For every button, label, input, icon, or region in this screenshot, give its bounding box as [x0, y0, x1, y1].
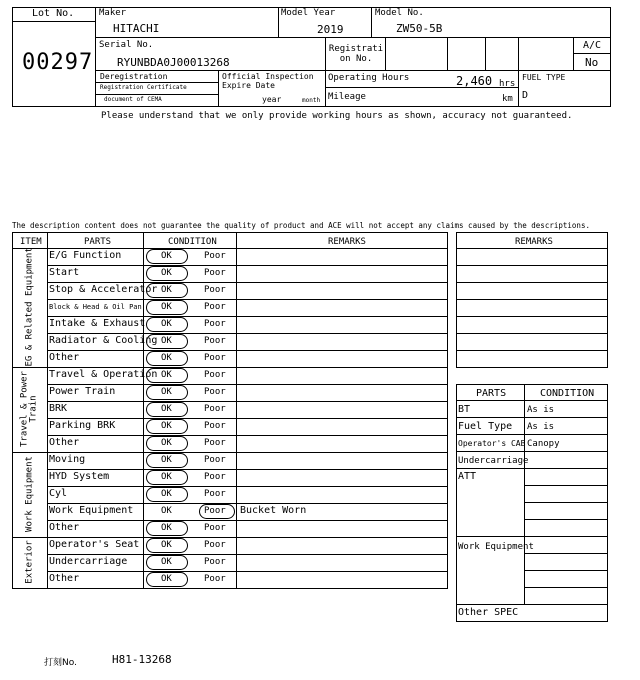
- poor-option: Poor: [204, 336, 226, 346]
- table-rule: [456, 232, 457, 368]
- table-rule: [47, 282, 448, 283]
- part-label: BRK: [49, 403, 68, 414]
- ok-circle-mark: [146, 555, 188, 570]
- part-label: Parking BRK: [49, 420, 116, 431]
- table-rule: [456, 367, 608, 368]
- model-no-value: ZW50-5B: [396, 22, 443, 35]
- table-rule: [456, 400, 608, 401]
- ok-option: OK: [161, 370, 172, 380]
- table-rule: [456, 621, 608, 622]
- side-row-part-2: Operator's CAB: [458, 439, 526, 448]
- table-rule: [456, 536, 608, 537]
- stamp-label: 打刻No.: [44, 658, 77, 668]
- part-label: Moving: [49, 454, 86, 465]
- ok-circle-mark: [146, 249, 188, 264]
- part-label: Radiator & Cooling: [49, 335, 158, 346]
- side-work-equipment-label: Work Equipment: [458, 542, 534, 552]
- hrs-label: hrs: [499, 79, 516, 89]
- side-parts-header: PARTS: [476, 388, 507, 399]
- table-rule: [456, 265, 608, 266]
- table-rule: [456, 299, 608, 300]
- poor-option: Poor: [204, 353, 226, 363]
- table-rule: [47, 486, 448, 487]
- side-other-spec-label: Other SPEC: [458, 607, 519, 618]
- table-rule: [456, 333, 608, 334]
- side-row-condition-1: As is: [527, 422, 555, 432]
- ok-option: OK: [161, 268, 172, 278]
- operating-hours-value: 2,460: [456, 74, 493, 88]
- part-label: Other: [49, 352, 80, 363]
- ok-circle-mark: [146, 470, 188, 485]
- ac-value: No: [585, 56, 599, 69]
- poor-option: Poor: [204, 370, 226, 380]
- part-label: Other: [49, 522, 80, 533]
- registration-certificate-label: Registration Certificate: [100, 84, 187, 91]
- km-label: km: [502, 94, 513, 104]
- group-label: Work Equipment: [24, 455, 35, 532]
- table-rule: [47, 503, 448, 504]
- poor-option: Poor: [204, 319, 226, 329]
- ok-circle-mark: [146, 385, 188, 400]
- poor-option: Poor: [204, 404, 226, 414]
- group-label: Travel & Power Train: [19, 370, 39, 447]
- side-row-part-1: Fuel Type: [458, 421, 513, 432]
- ok-option: OK: [161, 472, 172, 482]
- ac-label: A/C: [583, 40, 602, 51]
- ok-circle-mark: [146, 538, 188, 553]
- part-label: Other: [49, 437, 80, 448]
- poor-option: Poor: [204, 421, 226, 431]
- lot-number: 00297: [22, 50, 94, 75]
- table-rule: [47, 571, 448, 572]
- table-rule: [524, 587, 608, 588]
- poor-option: Poor: [204, 557, 226, 567]
- operating-hours-label: Operating Hours: [328, 73, 410, 83]
- table-rule: [524, 502, 608, 503]
- part-label: Cyl: [49, 488, 68, 499]
- part-label: Undercarriage: [49, 556, 128, 567]
- table-rule: [47, 350, 448, 351]
- poor-option: Poor: [204, 540, 226, 550]
- side-att-label: ATT: [458, 471, 477, 482]
- ok-circle-mark: [146, 436, 188, 451]
- table-rule: [47, 401, 448, 402]
- ok-option: OK: [161, 353, 172, 363]
- table-rule: [12, 248, 448, 249]
- poor-option: Poor: [204, 472, 226, 482]
- table-rule: [456, 451, 608, 452]
- table-rule: [456, 232, 608, 233]
- poor-option: Poor: [204, 268, 226, 278]
- table-rule: [47, 384, 448, 385]
- table-rule: [456, 282, 608, 283]
- table-rule: [12, 452, 448, 453]
- poor-option: Poor: [204, 302, 226, 312]
- ok-circle-mark: [146, 453, 188, 468]
- ok-option: OK: [161, 336, 172, 346]
- table-rule: [456, 316, 608, 317]
- hours-notice: Please understand that we only provide working hours as shown, accuracy not guaranteed.: [101, 111, 573, 121]
- deregistration-label: Deregistration: [100, 72, 168, 81]
- ok-option: OK: [161, 540, 172, 550]
- table-rule: [456, 604, 608, 605]
- stamp-value: H81-13268: [112, 653, 172, 666]
- ok-option: OK: [161, 506, 172, 516]
- ok-option: OK: [161, 438, 172, 448]
- poor-circle-mark: [199, 504, 235, 519]
- ok-circle-mark: [146, 334, 188, 349]
- ok-circle-mark: [146, 572, 188, 587]
- group-label: Exterior: [24, 539, 35, 584]
- table-rule: [47, 265, 448, 266]
- ok-circle-mark: [146, 266, 188, 281]
- ok-option: OK: [161, 404, 172, 414]
- ok-option: OK: [161, 251, 172, 261]
- remarks-header: REMARKS: [328, 237, 366, 247]
- table-rule: [524, 553, 608, 554]
- poor-option: Poor: [204, 251, 226, 261]
- table-rule: [12, 537, 448, 538]
- part-label: Other: [49, 573, 80, 584]
- serial-label: Serial No.: [99, 40, 154, 50]
- mileage-label: Mileage: [328, 92, 366, 102]
- model-no-label: Model No.: [375, 8, 424, 18]
- ok-circle-mark: [146, 368, 188, 383]
- poor-option: Poor: [204, 455, 226, 465]
- table-rule: [524, 485, 608, 486]
- part-label: Intake & Exhaust: [49, 318, 146, 329]
- table-rule: [456, 384, 457, 622]
- ok-circle-mark: [146, 300, 188, 315]
- ok-option: OK: [161, 302, 172, 312]
- side-condition-header: CONDITION: [540, 388, 595, 399]
- parts-header: PARTS: [84, 237, 112, 247]
- fuel-type-value: D: [522, 90, 529, 101]
- ok-circle-mark: [146, 419, 188, 434]
- ok-option: OK: [161, 557, 172, 567]
- ok-circle-mark: [146, 487, 188, 502]
- remarks-right-header: REMARKS: [515, 237, 553, 247]
- poor-option: Poor: [204, 387, 226, 397]
- cema-label: document of CEMA: [104, 96, 162, 103]
- ok-option: OK: [161, 523, 172, 533]
- table-rule: [456, 434, 608, 435]
- table-rule: [12, 232, 448, 233]
- table-rule: [12, 367, 448, 368]
- table-rule: [456, 468, 608, 469]
- table-rule: [47, 435, 448, 436]
- ok-option: OK: [161, 574, 172, 584]
- fuel-type-label: FUEL TYPE: [522, 73, 566, 82]
- lot-label: Lot No.: [32, 8, 75, 19]
- ok-option: OK: [161, 285, 172, 295]
- table-rule: [607, 232, 608, 368]
- part-label: Power Train: [49, 386, 116, 397]
- table-rule: [47, 299, 448, 300]
- poor-option: Poor: [204, 438, 226, 448]
- ok-option: OK: [161, 455, 172, 465]
- poor-option: Poor: [204, 506, 226, 516]
- serial-value: RYUNBDA0J00013268: [117, 56, 230, 69]
- part-label: Start: [49, 267, 80, 278]
- group-label: EG & Related Equipment: [24, 246, 35, 366]
- expire-date-label: Expire Date: [222, 81, 275, 90]
- table-rule: [47, 418, 448, 419]
- ok-circle-mark: [146, 402, 188, 417]
- part-label: Work Equipment: [49, 505, 134, 516]
- table-rule: [236, 232, 237, 589]
- table-rule: [456, 248, 608, 249]
- registration-label: Registrati on No.: [328, 44, 384, 64]
- table-rule: [12, 588, 448, 589]
- table-rule: [524, 570, 608, 571]
- official-inspection-label: Official Inspection: [222, 72, 314, 81]
- poor-option: Poor: [204, 489, 226, 499]
- disclaimer: The description content does not guarantee the quality of product and ACE will not accept any claims caused by the descriptions.: [12, 221, 590, 230]
- remark-text: Bucket Worn: [240, 505, 307, 516]
- table-rule: [524, 519, 608, 520]
- maker-value: HITACHI: [113, 22, 160, 35]
- ok-circle-mark: [146, 521, 188, 536]
- part-label: Block & Head & Oil Pan: [49, 303, 142, 311]
- side-row-condition-2: Canopy: [527, 439, 560, 449]
- part-label: Stop & Accelerator: [49, 284, 158, 295]
- model-year-label: Model Year: [281, 8, 336, 18]
- table-rule: [47, 316, 448, 317]
- table-rule: [47, 520, 448, 521]
- table-rule: [47, 333, 448, 334]
- ok-circle-mark: [146, 317, 188, 332]
- side-row-condition-0: As is: [527, 405, 555, 415]
- table-rule: [456, 417, 608, 418]
- month-label: month: [302, 97, 321, 104]
- ok-option: OK: [161, 421, 172, 431]
- part-label: Operator's Seat: [49, 539, 140, 550]
- side-row-part-0: BT: [458, 404, 471, 415]
- part-label: E/G Function: [49, 250, 122, 261]
- poor-option: Poor: [204, 523, 226, 533]
- maker-label: Maker: [99, 8, 127, 18]
- table-rule: [47, 469, 448, 470]
- condition-header: CONDITION: [168, 237, 217, 247]
- side-undercarriage-label: Undercarriage: [458, 456, 529, 466]
- part-label: HYD System: [49, 471, 110, 482]
- ok-option: OK: [161, 319, 172, 329]
- part-label: Travel & Operation: [49, 369, 158, 380]
- ok-circle-mark: [146, 351, 188, 366]
- table-rule: [47, 554, 448, 555]
- table-rule: [47, 232, 48, 589]
- year-label: year: [262, 95, 282, 104]
- model-year-value: 2019: [317, 23, 344, 36]
- table-rule: [447, 232, 448, 589]
- ok-option: OK: [161, 387, 172, 397]
- ok-circle-mark: [146, 283, 188, 298]
- table-rule: [456, 350, 608, 351]
- poor-option: Poor: [204, 285, 226, 295]
- ok-option: OK: [161, 489, 172, 499]
- table-rule: [456, 384, 608, 385]
- table-rule: [12, 232, 13, 589]
- poor-option: Poor: [204, 574, 226, 584]
- item-header: ITEM: [20, 237, 42, 247]
